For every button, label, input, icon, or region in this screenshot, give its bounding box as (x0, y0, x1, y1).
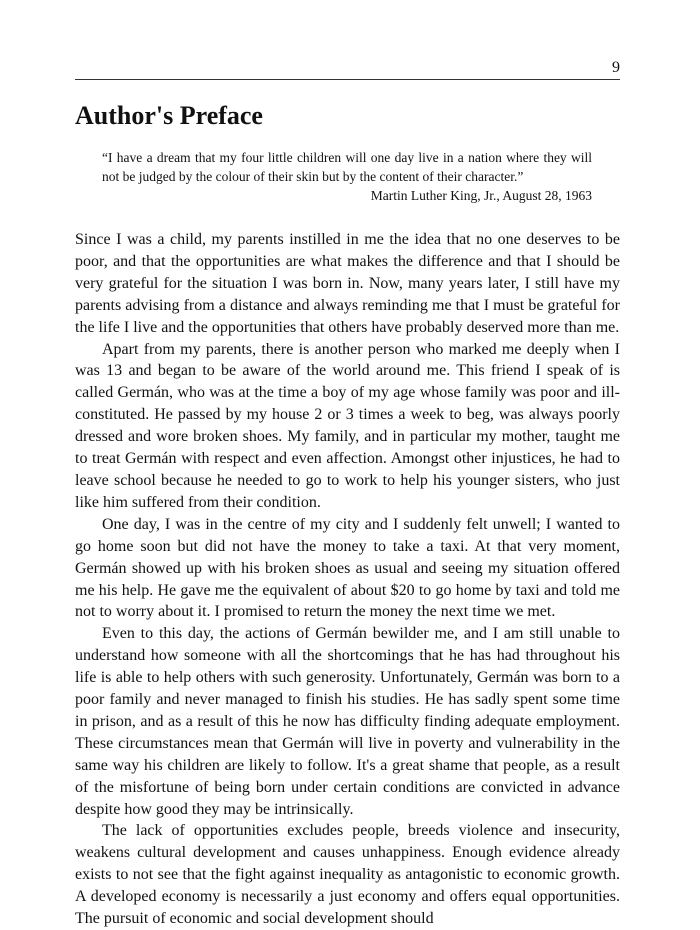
epigraph-attribution: Martin Luther King, Jr., August 28, 1963 (370, 188, 592, 203)
epigraph-quote: “I have a dream that my four little children will one day live in a nation where they will not be judged by the colour of their skin but by the content of their character.” (102, 150, 592, 184)
chapter-title: Author's Preface (75, 101, 263, 130)
header-rule (75, 79, 620, 80)
epigraph (102, 148, 592, 205)
body-text (75, 229, 620, 930)
page-number: 9 (612, 59, 620, 76)
paragraph-5: The lack of opportunities excludes people, breeds violence and insecurity, weakens cultural development and causes unhappiness. Enough evidence already exists to not see that the fight against inequality as antagonistic to economic growth. A developed economy is necessarily a just economy and offers equal opportunities. The pursuit of economic and social development should (75, 822, 620, 928)
paragraph-1: Since I was a child, my parents instilled in me the idea that no one deserves to be poor, and that the opportunities are what makes the difference and that I should be very grateful for the situation I was born in. Now, many years later, I still have my parents advising from a distance and always reminding me that I must be grateful for the life I live and the opportunities that others have probably deserved more than me. (75, 231, 620, 336)
paragraph-4: Even to this day, the actions of Germán bewilder me, and I am still unable to understand how someone with all the shortcomings that he has had throughout his life is able to help others with such generosity. Unfortunately, Germán was born to a poor family and never managed to finish his studies. He has sadly spent some time in prison, and as a result of this he now has difficulty finding adequate employment. These circumstances mean that Germán will live in poverty and vulnerability in the same way his children are likely to follow. It's a great shame that people, as a result of the misfortune of being born under certain conditions are convicted in advance despite how good they may be intrinsically. (75, 625, 620, 818)
paragraph-3: One day, I was in the centre of my city and I suddenly felt unwell; I wanted to go home soon but did not have the money to take a taxi. At that very moment, Germán showed up with his broken shoes as usual and seeing my situation offered me his help. He gave me the equivalent of about $20 to go home by taxi and told me not to worry about it. I promised to return the money the next time we met. (75, 515, 620, 621)
paragraph-2: Apart from my parents, there is another person who marked me deeply when I was 13 and began to be aware of the world around me. This friend I speak of is called Germán, who was at the time a boy of my age whose family was poor and ill-constituted. He passed by my house 2 or 3 times a week to beg, was always poorly dressed and wore broken shoes. My family, and in particular my mother, taught me to treat Germán with respect and even affection. Amongst other injustices, he had to leave school because he needed to go to work to help his younger sisters, who just like him suffered from their condition. (75, 340, 620, 511)
